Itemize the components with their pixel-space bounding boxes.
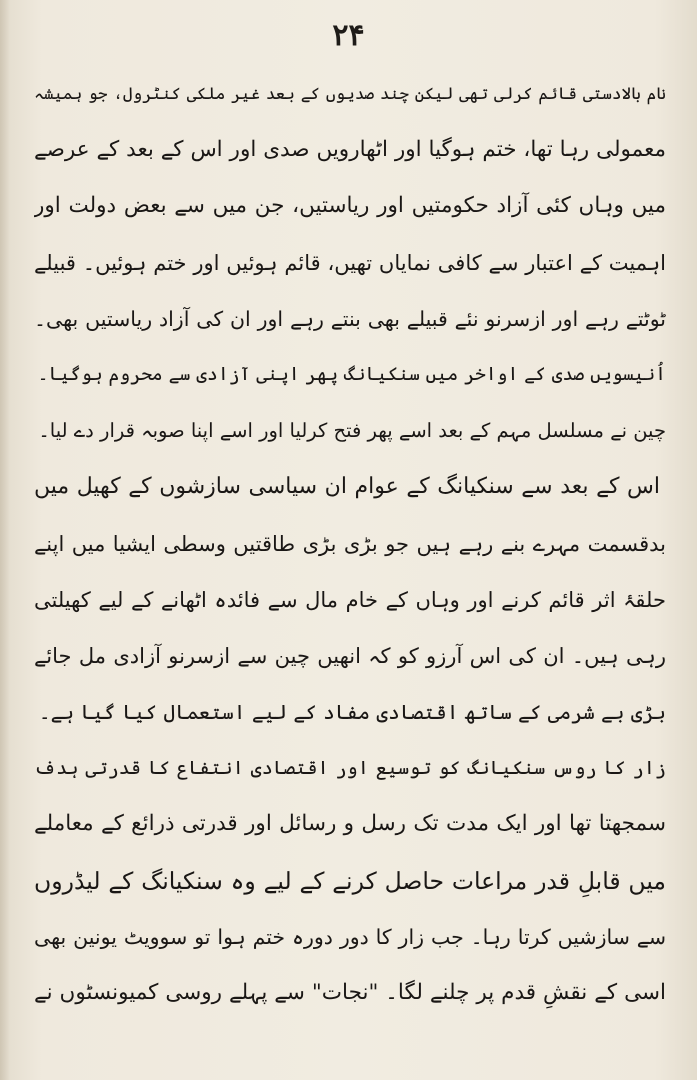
text-line: ٹوٹتے رہے اور ازسرنو نئے قبیلے بھی بنتے رہے اور ان کی آزاد ریاستیں بھی۔	[34, 306, 666, 331]
body-text	[34, 66, 666, 1021]
text-line: سمجھتا تھا اور ایک مدت تک رسل و رسائل اور قدرتی ذرائع کے معاملے	[34, 811, 666, 837]
text-line: نام بالادستی قائم کرلی تھی لیکن چند صدیوں کے بعد غیر ملکی کنٹرول، جو ہمیشہ	[34, 84, 666, 103]
text-line: چین نے مسلسل مہم کے بعد اسے پھر فتح کرلیا اور اسے اپنا صوبہ قرار دے لیا۔	[38, 419, 666, 443]
text-line: رہی ہیں۔ ان کی اس آرزو کو کہ انھیں چین سے ازسرنو آزادی مل جائے	[34, 643, 666, 668]
text-line: اہمیت کے اعتبار سے کافی نمایاں تھیں، قائم ہوئیں اور ختم ہوئیں۔ قبیلے	[34, 250, 666, 275]
text-line: میں وہاں کئی آزاد حکومتیں اور ریاستیں، جن میں سے بعض دولت اور	[34, 193, 666, 219]
text-line: معمولی رہا تھا، ختم ہوگیا اور اٹھارویں صدی اور اس کے بعد کے عرصے	[34, 137, 666, 163]
text-line: حلقۂ اثر قائم کرنے اور وہاں کے خام مال سے فائدہ اٹھانے کے لیے کھیلتی	[34, 587, 666, 612]
text-line: بڑی بے شرمی کے ساتھ اقتصادی مفاد کے لیے استعمال کیا گیا ہے۔	[38, 700, 666, 725]
page-number: ۲۴	[332, 18, 365, 53]
text-line: اسی کے نقشِ قدم پر چلنے لگا۔ "نجات" سے پہلے روسی کمیونسٹوں نے	[34, 980, 666, 1005]
text-line: زار کا روس سنکیانگ کو توسیع اور اقتصادی انتفاع کا قدرتی ہدف	[34, 757, 666, 780]
text-line: بدقسمت مہرے بنے رہے ہیں جو بڑی بڑی طاقتیں وسطی ایشیا میں اپنے	[34, 531, 666, 556]
text-line: سے سازشیں کرتا رہا۔ جب زار کا دور دورہ ختم ہوا تو سوویٹ یونین بھی	[34, 924, 666, 949]
text-line: میں قابلِ قدر مراعات حاصل کرنے کے لیے وہ سنکیانگ کے لیڈروں	[34, 866, 666, 895]
text-line: اس کے بعد سے سنکیانگ کے عوام ان سیاسی سازشوں کے کھیل میں	[34, 474, 660, 500]
text-line: اُنیسویں صدی کے اواخر میں سنکیانگ پھر اپنی آزادی سے محروم ہوگیا۔	[37, 363, 666, 385]
